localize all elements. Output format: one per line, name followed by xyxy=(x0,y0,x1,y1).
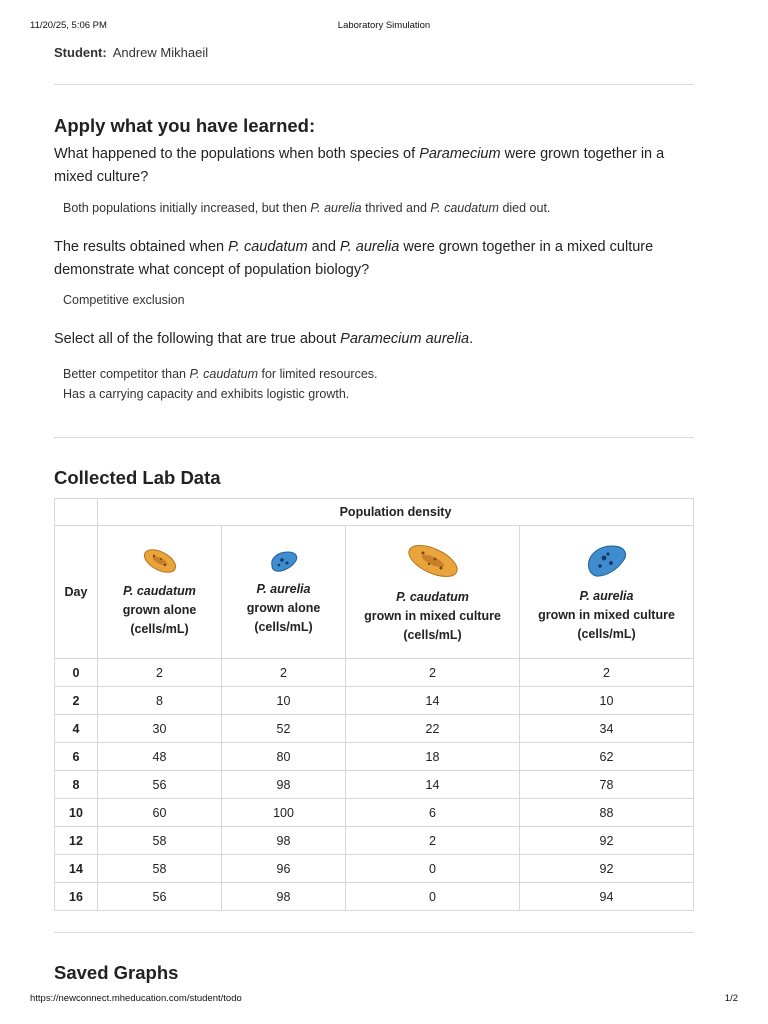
corner-cell xyxy=(55,499,98,526)
column-unit: (cells/mL) xyxy=(254,619,313,634)
table-row xyxy=(55,799,694,827)
value-cell: 96 xyxy=(222,855,346,883)
question-3 xyxy=(54,328,674,351)
column-condition: grown alone xyxy=(122,602,197,617)
value-cell: 22 xyxy=(346,715,520,743)
aurelia-icon xyxy=(584,541,630,581)
aurelia-icon xyxy=(268,548,300,574)
value-cell: 58 xyxy=(98,827,222,855)
q2-italic-2: P. aurelia xyxy=(339,239,400,255)
value-cell: 18 xyxy=(346,743,520,771)
value-cell: 60 xyxy=(98,799,222,827)
a1-text-3: died out. xyxy=(498,201,551,215)
q1-text-post: were grown together in a mixed culture? xyxy=(54,146,665,185)
caudatum-icon xyxy=(405,540,461,582)
column-condition: grown alone xyxy=(246,600,321,615)
column-header xyxy=(222,526,346,659)
print-page-number: 1/2 xyxy=(724,993,738,1004)
print-footer xyxy=(30,993,738,1004)
day-cell: 0 xyxy=(55,659,98,687)
table-row xyxy=(55,687,694,715)
value-cell: 62 xyxy=(520,743,694,771)
q2-italic-1: P. caudatum xyxy=(228,239,308,255)
print-title: Laboratory Simulation xyxy=(337,20,431,31)
day-cell: 2 xyxy=(55,687,98,715)
value-cell: 14 xyxy=(346,687,520,715)
value-cell: 58 xyxy=(98,855,222,883)
divider xyxy=(54,84,694,85)
value-cell: 10 xyxy=(222,687,346,715)
q3-text-pre: Select all of the following that are true about xyxy=(54,331,341,347)
table-row xyxy=(55,715,694,743)
value-cell: 94 xyxy=(520,883,694,911)
student-name: Andrew Mikhaeil xyxy=(112,45,209,60)
value-cell: 88 xyxy=(520,799,694,827)
q2-text-3: were grown together in a mixed culture demonstrate what concept of population biology? xyxy=(54,239,654,278)
divider xyxy=(54,932,694,933)
value-cell: 30 xyxy=(98,715,222,743)
print-url: https://newconnect.mheducation.com/student/todo xyxy=(30,993,242,1004)
value-cell: 14 xyxy=(346,771,520,799)
value-cell: 0 xyxy=(346,855,520,883)
q1-text-pre: What happened to the populations when both species of xyxy=(54,146,420,162)
value-cell: 98 xyxy=(222,827,346,855)
value-cell: 48 xyxy=(98,743,222,771)
column-condition: grown in mixed culture xyxy=(538,607,675,622)
column-species: P. caudatum xyxy=(123,583,196,598)
q1-text-italic: Paramecium xyxy=(419,146,501,162)
table-row xyxy=(55,883,694,911)
value-cell: 10 xyxy=(520,687,694,715)
lab-data-heading: Collected Lab Data xyxy=(54,467,221,488)
column-unit: (cells/mL) xyxy=(130,621,189,636)
column-header xyxy=(520,526,694,659)
a1-italic-1: P. aurelia xyxy=(310,201,362,215)
value-cell: 56 xyxy=(98,883,222,911)
answer-1 xyxy=(63,198,550,218)
column-species: P. caudatum xyxy=(396,589,469,604)
value-cell: 52 xyxy=(222,715,346,743)
apply-heading: Apply what you have learned: xyxy=(54,115,316,136)
divider xyxy=(54,437,694,438)
column-unit: (cells/mL) xyxy=(577,626,636,641)
value-cell: 80 xyxy=(222,743,346,771)
value-cell: 2 xyxy=(346,659,520,687)
answer-3-line-2: Has a carrying capacity and exhibits logistic growth. xyxy=(63,387,350,401)
table-row xyxy=(55,827,694,855)
print-datetime: 11/20/25, 5:06 PM xyxy=(30,20,107,31)
day-cell: 4 xyxy=(55,715,98,743)
value-cell: 78 xyxy=(520,771,694,799)
question-2 xyxy=(54,236,674,282)
column-header xyxy=(346,526,520,659)
value-cell: 2 xyxy=(346,827,520,855)
day-cell: 6 xyxy=(55,743,98,771)
column-condition: grown in mixed culture xyxy=(364,608,501,623)
column-unit: (cells/mL) xyxy=(403,627,462,642)
value-cell: 2 xyxy=(520,659,694,687)
day-cell: 12 xyxy=(55,827,98,855)
q2-text-1: The results obtained when xyxy=(54,239,229,255)
student-label: Student: xyxy=(54,45,107,60)
answer-3-line-1 xyxy=(63,364,378,384)
lab-data-table xyxy=(54,498,694,911)
column-species: P. aurelia xyxy=(256,581,311,596)
q3-text-post: . xyxy=(469,331,474,347)
table-row xyxy=(55,855,694,883)
a1-text-1: Both populations initially increased, but then xyxy=(63,201,311,215)
column-species: P. aurelia xyxy=(579,588,634,603)
q3-text-italic: Paramecium aurelia xyxy=(340,331,470,347)
a3-text-pre: Better competitor than xyxy=(63,367,190,381)
day-header: Day xyxy=(55,526,98,659)
saved-graphs-heading: Saved Graphs xyxy=(54,962,179,983)
a3-text-post: for limited resources. xyxy=(258,367,378,381)
value-cell: 2 xyxy=(98,659,222,687)
value-cell: 0 xyxy=(346,883,520,911)
column-header xyxy=(98,526,222,659)
value-cell: 92 xyxy=(520,855,694,883)
day-cell: 10 xyxy=(55,799,98,827)
table-row xyxy=(55,659,694,687)
a1-text-2: thrived and xyxy=(361,201,431,215)
day-cell: 14 xyxy=(55,855,98,883)
value-cell: 2 xyxy=(222,659,346,687)
question-1 xyxy=(54,143,674,189)
value-cell: 56 xyxy=(98,771,222,799)
value-cell: 6 xyxy=(346,799,520,827)
value-cell: 8 xyxy=(98,687,222,715)
value-cell: 98 xyxy=(222,883,346,911)
answer-2: Competitive exclusion xyxy=(63,293,185,307)
value-cell: 34 xyxy=(520,715,694,743)
q2-text-2: and xyxy=(307,239,340,255)
day-cell: 16 xyxy=(55,883,98,911)
a3-text-italic: P. caudatum xyxy=(189,367,259,381)
caudatum-icon xyxy=(141,546,179,576)
population-density-header: Population density xyxy=(98,499,694,526)
value-cell: 98 xyxy=(222,771,346,799)
student-line xyxy=(54,45,208,60)
print-header xyxy=(30,20,738,31)
day-cell: 8 xyxy=(55,771,98,799)
a1-italic-2: P. caudatum xyxy=(430,201,499,215)
table-row xyxy=(55,771,694,799)
table-row xyxy=(55,743,694,771)
value-cell: 100 xyxy=(222,799,346,827)
value-cell: 92 xyxy=(520,827,694,855)
answer-3 xyxy=(63,364,378,404)
